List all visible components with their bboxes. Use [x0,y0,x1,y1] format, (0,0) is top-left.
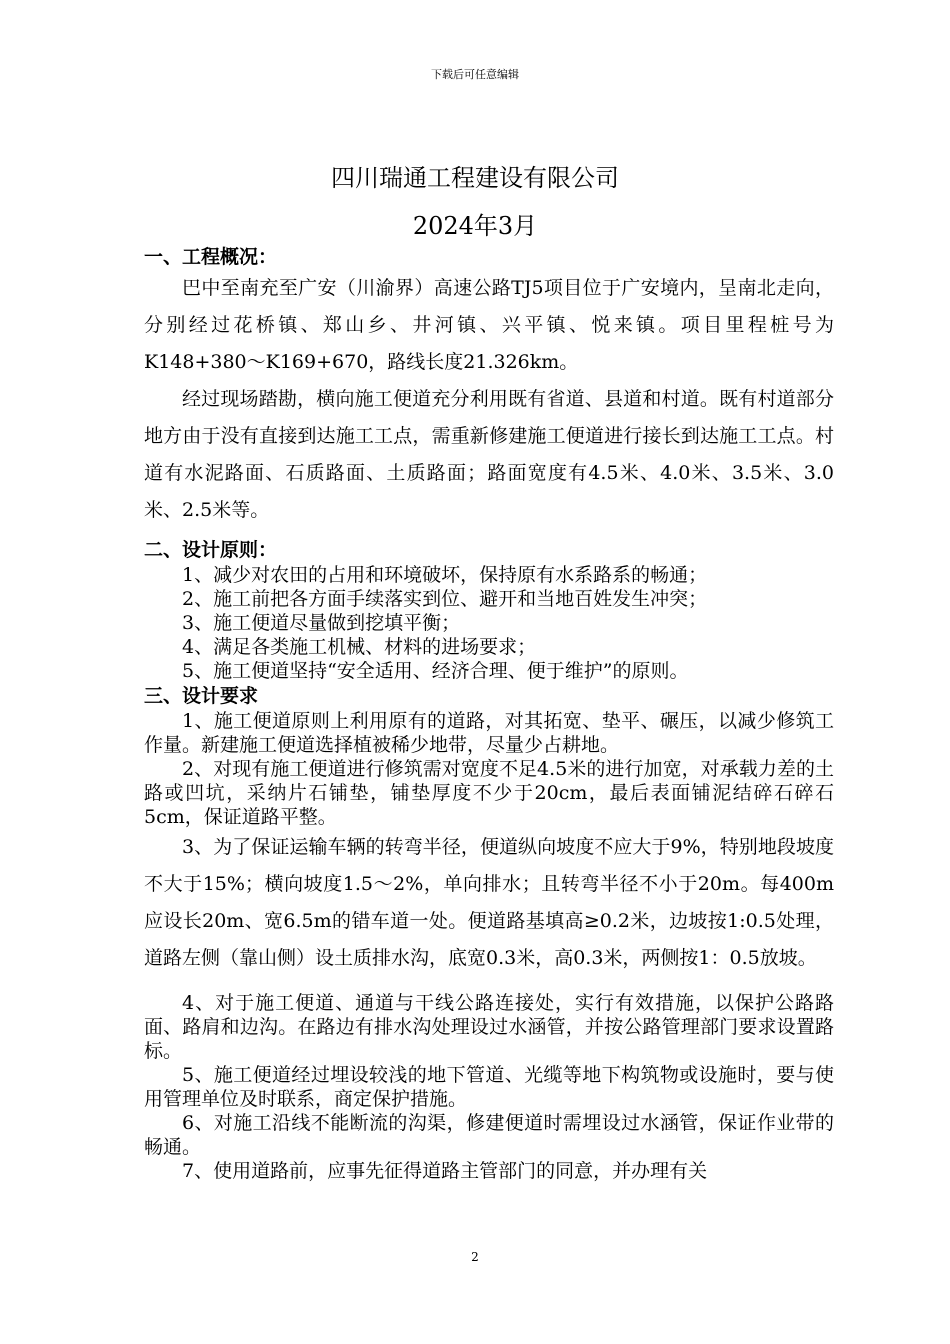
requirement-paragraph: 2、对现有施工便道进行修筑需对宽度不足4.5米的进行加宽，对承载力差的土路或凹坑，采纳片石铺垫，铺垫厚度不少于20cm，最后表面铺泥结碎石碎石5cm，保证道路平整。 [144,758,834,828]
requirement-paragraph: 3、为了保证运输车辆的转弯半径，便道纵向坡度不应大于9%，特别地段坡度不大于15%；横向坡度1.5～2%，单向排水；且转弯半径不小于20m。每400m应设长20m、宽6.5m的错车道一处。便道路基填高≥0.2米，边坡按1:0.5处理，道路左侧（靠山侧）设土质排水沟，底宽0.3米，高0.3米，两侧按1：0.5放坡。 [144,836,834,969]
requirement-paragraph: 1、施工便道原则上利用原有的道路，对其拓宽、垫平、碾压，以减少修筑工作量。新建施工便道选择植被稀少地带，尽量少占耕地。 [144,710,834,756]
overview-paragraph-2: 经过现场踏勘，横向施工便道充分利用既有省道、县道和村道。既有村道部分地方由于没有直接到达施工工点，需重新修建施工便道进行接长到达施工工点。村道有水泥路面、石质路面、土质路面；路面宽度有4.5米、4.0米、3.5米、3.0米、2.5米等。 [144,388,834,521]
principle-item: 1、减少对农田的占用和环境破坏，保持原有水系路系的畅通； [182,564,708,586]
principle-item: 4、满足各类施工机械、材料的进场要求； [182,636,537,658]
section-heading-principles: 二、设计原则： [144,539,278,561]
section-heading-requirements: 三、设计要求 [144,685,259,707]
requirement-paragraph: 7、使用道路前，应事先征得道路主管部门的同意，并办理有关 [182,1160,708,1182]
page-number: 2 [471,1250,479,1264]
overview-paragraph-1: 巴中至南充至广安（川渝界）高速公路TJ5项目位于广安境内，呈南北走向，分别经过花桥镇、郑山乡、井河镇、兴平镇、悦来镇。项目里程桩号为K148+380～K169+670，路线长度21.326km。 [144,277,834,373]
document-body [144,244,834,1183]
principle-item: 3、施工便道尽量做到挖填平衡； [182,612,461,634]
principle-item: 2、施工前把各方面手续落实到位、避开和当地百姓发生冲突； [182,588,708,610]
requirement-paragraph: 6、对施工沿线不能断流的沟渠，修建便道时需埋设过水涵管，保证作业带的畅通。 [144,1112,834,1158]
company-name: 四川瑞通工程建设有限公司 [331,164,619,192]
principle-item: 5、施工便道坚持“安全适用、经济合理、便于维护”的原则。 [182,660,689,682]
page-header-note: 下载后可任意编辑 [431,68,519,81]
document-date: 2024年3月 [412,212,538,240]
section-heading-overview: 一、工程概况： [144,246,278,268]
requirement-paragraph: 4、对于施工便道、通道与干线公路连接处，实行有效措施，以保护公路路面、路肩和边沟。在路边有排水沟处理设过水涵管，并按公路管理部门要求设置路标。 [144,992,834,1062]
requirement-paragraph: 5、施工便道经过埋设较浅的地下管道、光缆等地下构筑物或设施时，要与使用管理单位及时联系，商定保护措施。 [144,1064,834,1110]
